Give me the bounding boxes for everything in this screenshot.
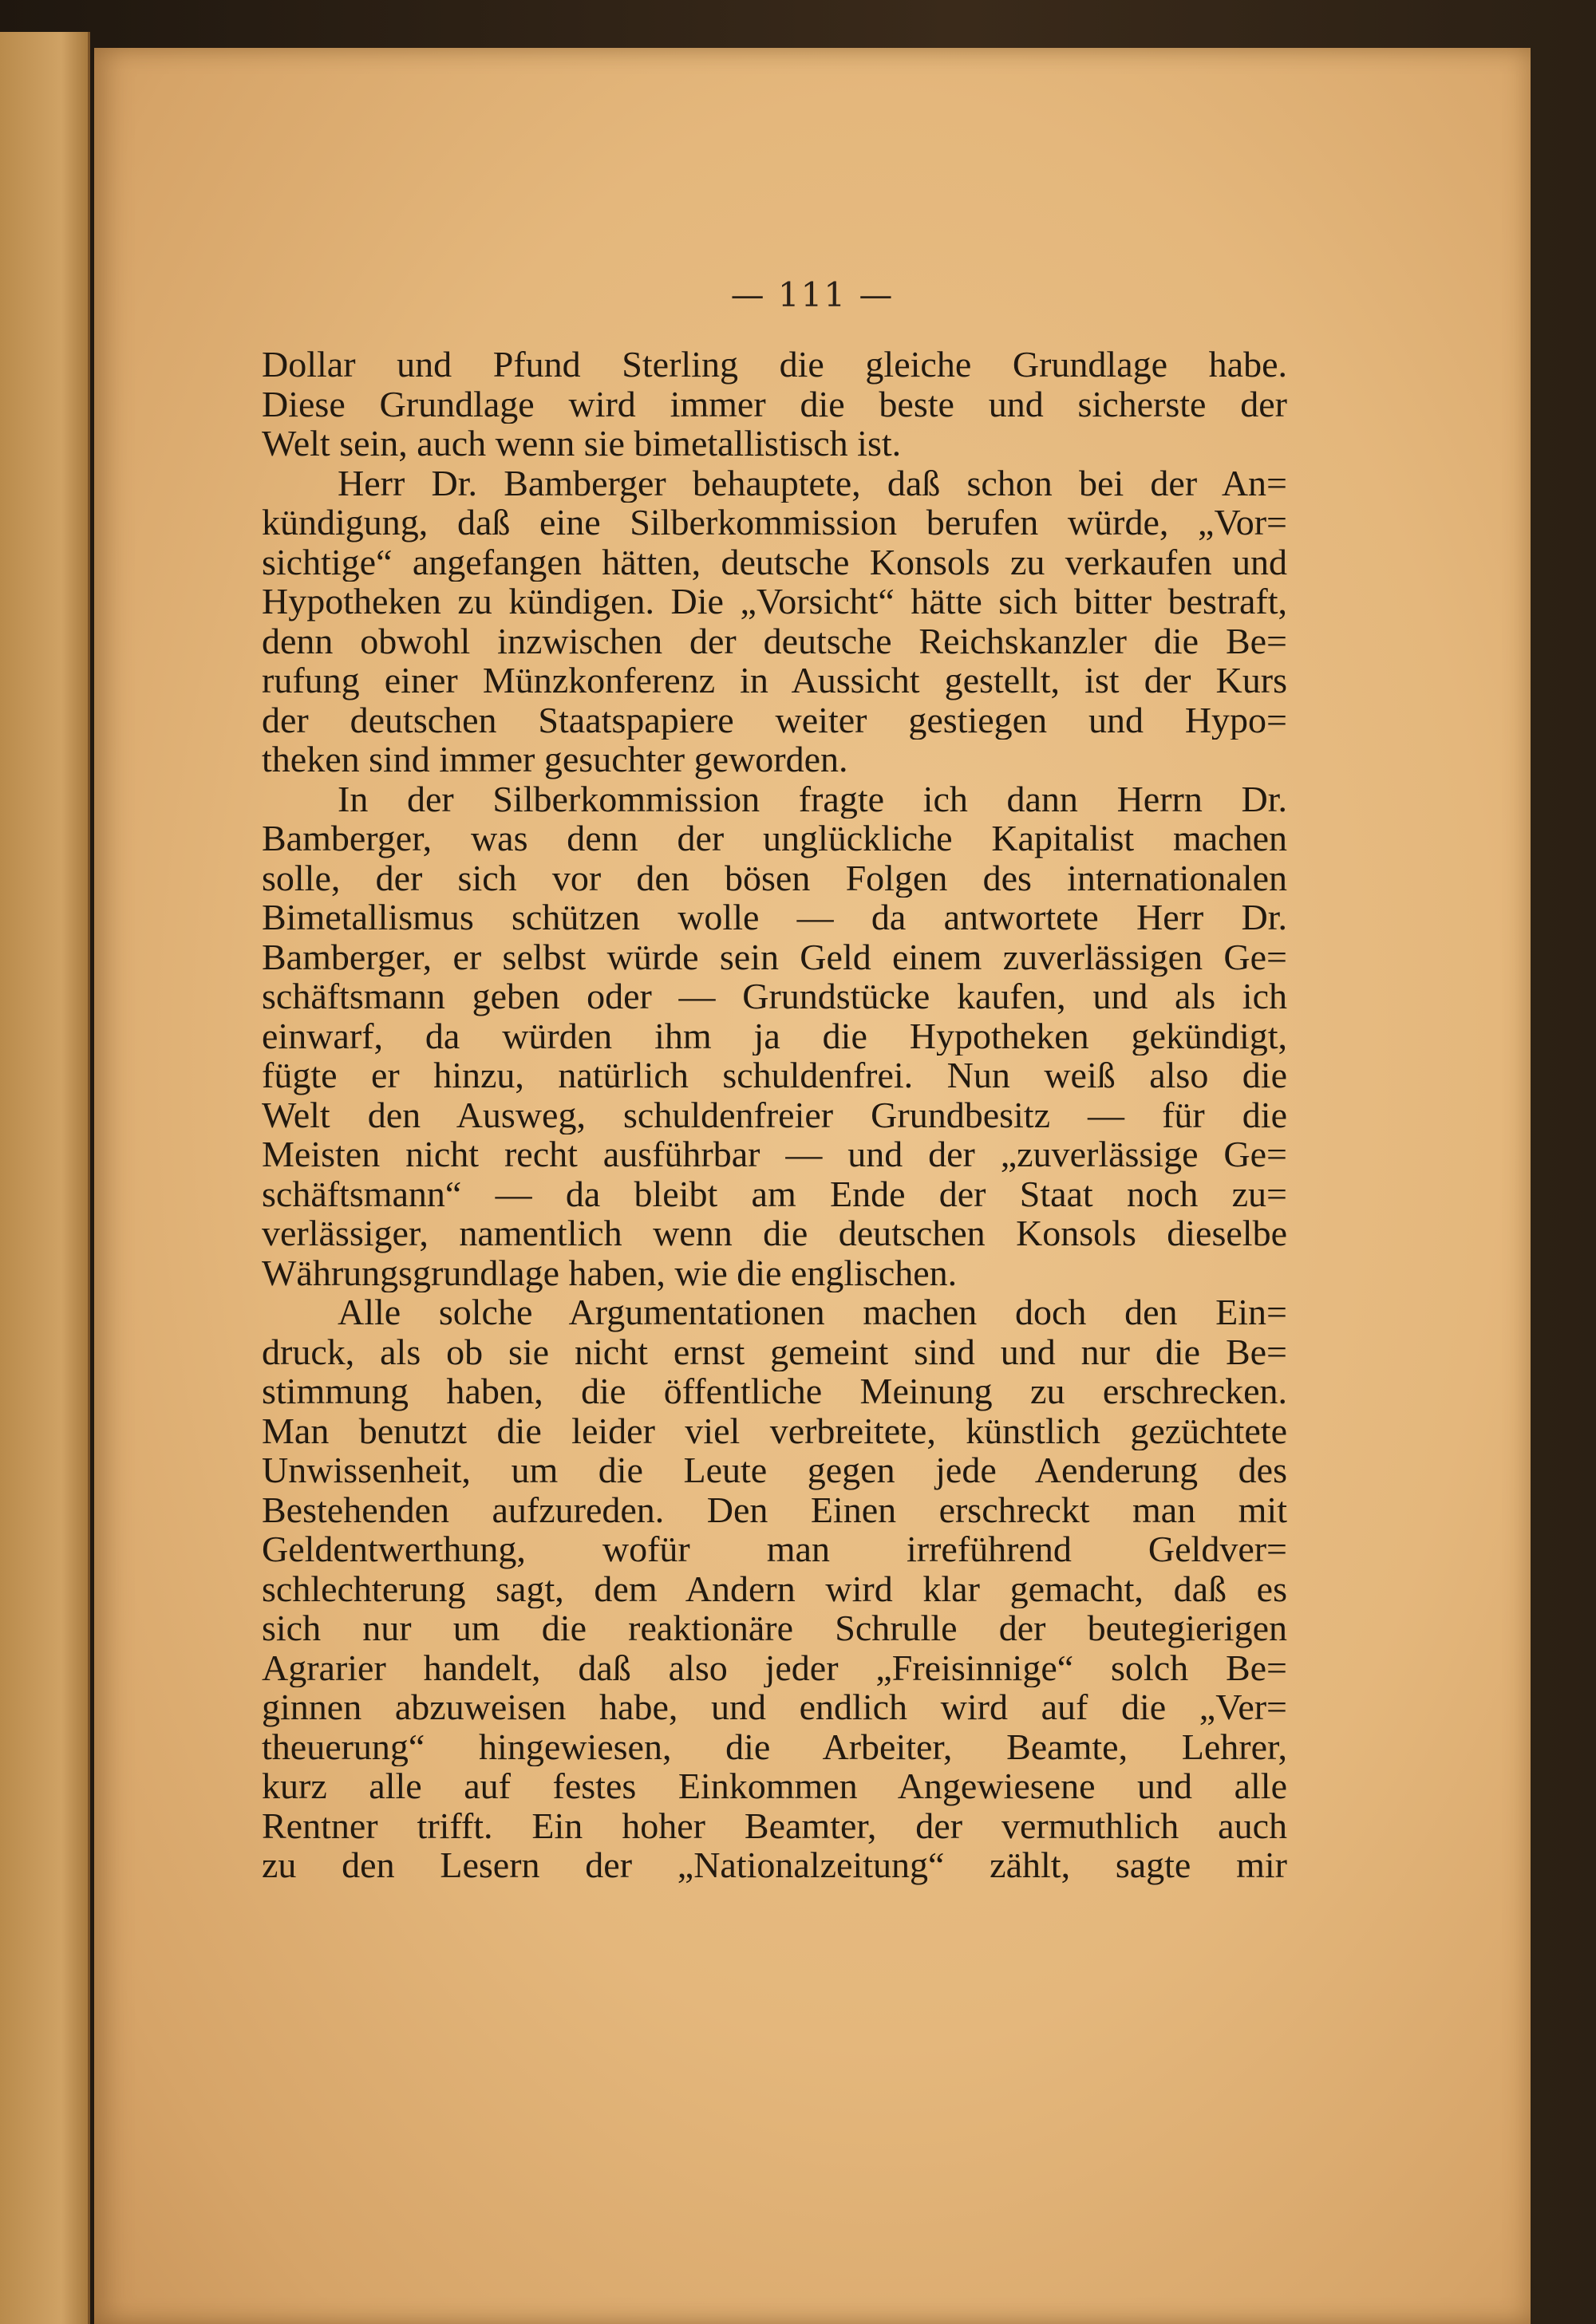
text-line: In der Silberkommission fragte ich dann Herrn Dr. (338, 779, 1287, 819)
previous-page-edge (0, 32, 90, 2324)
text-line: Bestehenden aufzureden. Den Einen erschreckt man mit (262, 1489, 1287, 1529)
text-line: fügte er hinzu, natürlich schuldenfrei. Nun weiß also die (262, 1055, 1287, 1095)
text-line: Dollar und Pfund Sterling die gleiche Grundlage habe. (262, 345, 1287, 385)
text-line: Agrarier handelt, daß also jeder „Freisinnige“ solch Be= (262, 1647, 1287, 1687)
text-line: solle, der sich vor den bösen Folgen des internationalen (262, 858, 1287, 898)
text-line: theken sind immer gesuchter geworden. (262, 740, 848, 779)
text-line: Herr Dr. Bamberger behauptete, daß schon bei der An= (338, 463, 1287, 503)
text-line: Welt den Ausweg, schuldenfreier Grundbesitz — für die (262, 1095, 1287, 1134)
text-line: theuerung“ hingewiesen, die Arbeiter, Beamte, Lehrer, (262, 1726, 1287, 1766)
text-line: kündigung, daß eine Silberkommission berufen würde, „Vor= (262, 503, 1287, 543)
text-line: schäftsmann geben oder — Grundstücke kaufen, und als ich (262, 977, 1287, 1016)
text-line: verlässiger, namentlich wenn die deutschen Konsols dieselbe (262, 1213, 1287, 1253)
text-line: kurz alle auf festes Einkommen Angewiesene und alle (262, 1766, 1287, 1806)
text-line: Währungsgrundlage haben, wie die englischen. (262, 1253, 958, 1292)
text-line: Meisten nicht recht ausführbar — und der „zuverlässige Ge= (262, 1134, 1287, 1174)
text-line: ginnen abzuweisen habe, und endlich wird auf die „Ver= (262, 1687, 1287, 1727)
text-line: schlechterung sagt, dem Andern wird klar gemacht, daß es (262, 1568, 1287, 1608)
text-line: Hypotheken zu kündigen. Die „Vorsicht“ hätte sich bitter bestraft, (262, 582, 1287, 621)
text-line: denn obwohl inzwischen der deutsche Reichskanzler die Be= (262, 621, 1287, 661)
text-line: rufung einer Münzkonferenz in Aussicht gestellt, ist der Kurs (262, 661, 1287, 700)
text-line: druck, als ob sie nicht ernst gemeint sind und nur die Be= (262, 1332, 1287, 1371)
text-line: zu den Lesern der „Nationalzeitung“ zählt, sagte mir (262, 1845, 1287, 1885)
text-line: stimmung haben, die öffentliche Meinung zu erschrecken. (262, 1371, 1287, 1411)
text-line: Bamberger, was denn der unglückliche Kapitalist machen (262, 819, 1287, 858)
page-number: — 111 — (730, 275, 895, 314)
text-line: Geldentwerthung, wofür man irreführend Geldver= (262, 1529, 1287, 1569)
text-line: Bamberger, er selbst würde sein Geld einem zuverlässigen Ge= (262, 937, 1287, 977)
body-text (262, 345, 1287, 1885)
text-line: Man benutzt die leider viel verbreitete, künstlich gezüchtete (262, 1411, 1287, 1450)
text-line: Unwissenheit, um die Leute gegen jede Aenderung des (262, 1450, 1287, 1490)
text-line: Alle solche Argumentationen machen doch den Ein= (338, 1292, 1287, 1332)
text-line: schäftsmann“ — da bleibt am Ende der Staat noch zu= (262, 1174, 1287, 1213)
text-line: einwarf, da würden ihm ja die Hypotheken gekündigt, (262, 1016, 1287, 1055)
book-page (94, 48, 1531, 2324)
text-line: Rentner trifft. Ein hoher Beamter, der vermuthlich auch (262, 1805, 1287, 1845)
text-line: der deutschen Staatspapiere weiter gestiegen und Hypo= (262, 700, 1287, 740)
text-line: sichtige“ angefangen hätten, deutsche Konsols zu verkaufen und (262, 542, 1287, 582)
text-line: Bimetallismus schützen wolle — da antwortete Herr Dr. (262, 898, 1287, 937)
text-line: sich nur um die reaktionäre Schrulle der beutegierigen (262, 1608, 1287, 1648)
text-line: Welt sein, auch wenn sie bimetallistisch ist. (262, 424, 902, 464)
text-line: Diese Grundlage wird immer die beste und sicherste der (262, 384, 1287, 424)
